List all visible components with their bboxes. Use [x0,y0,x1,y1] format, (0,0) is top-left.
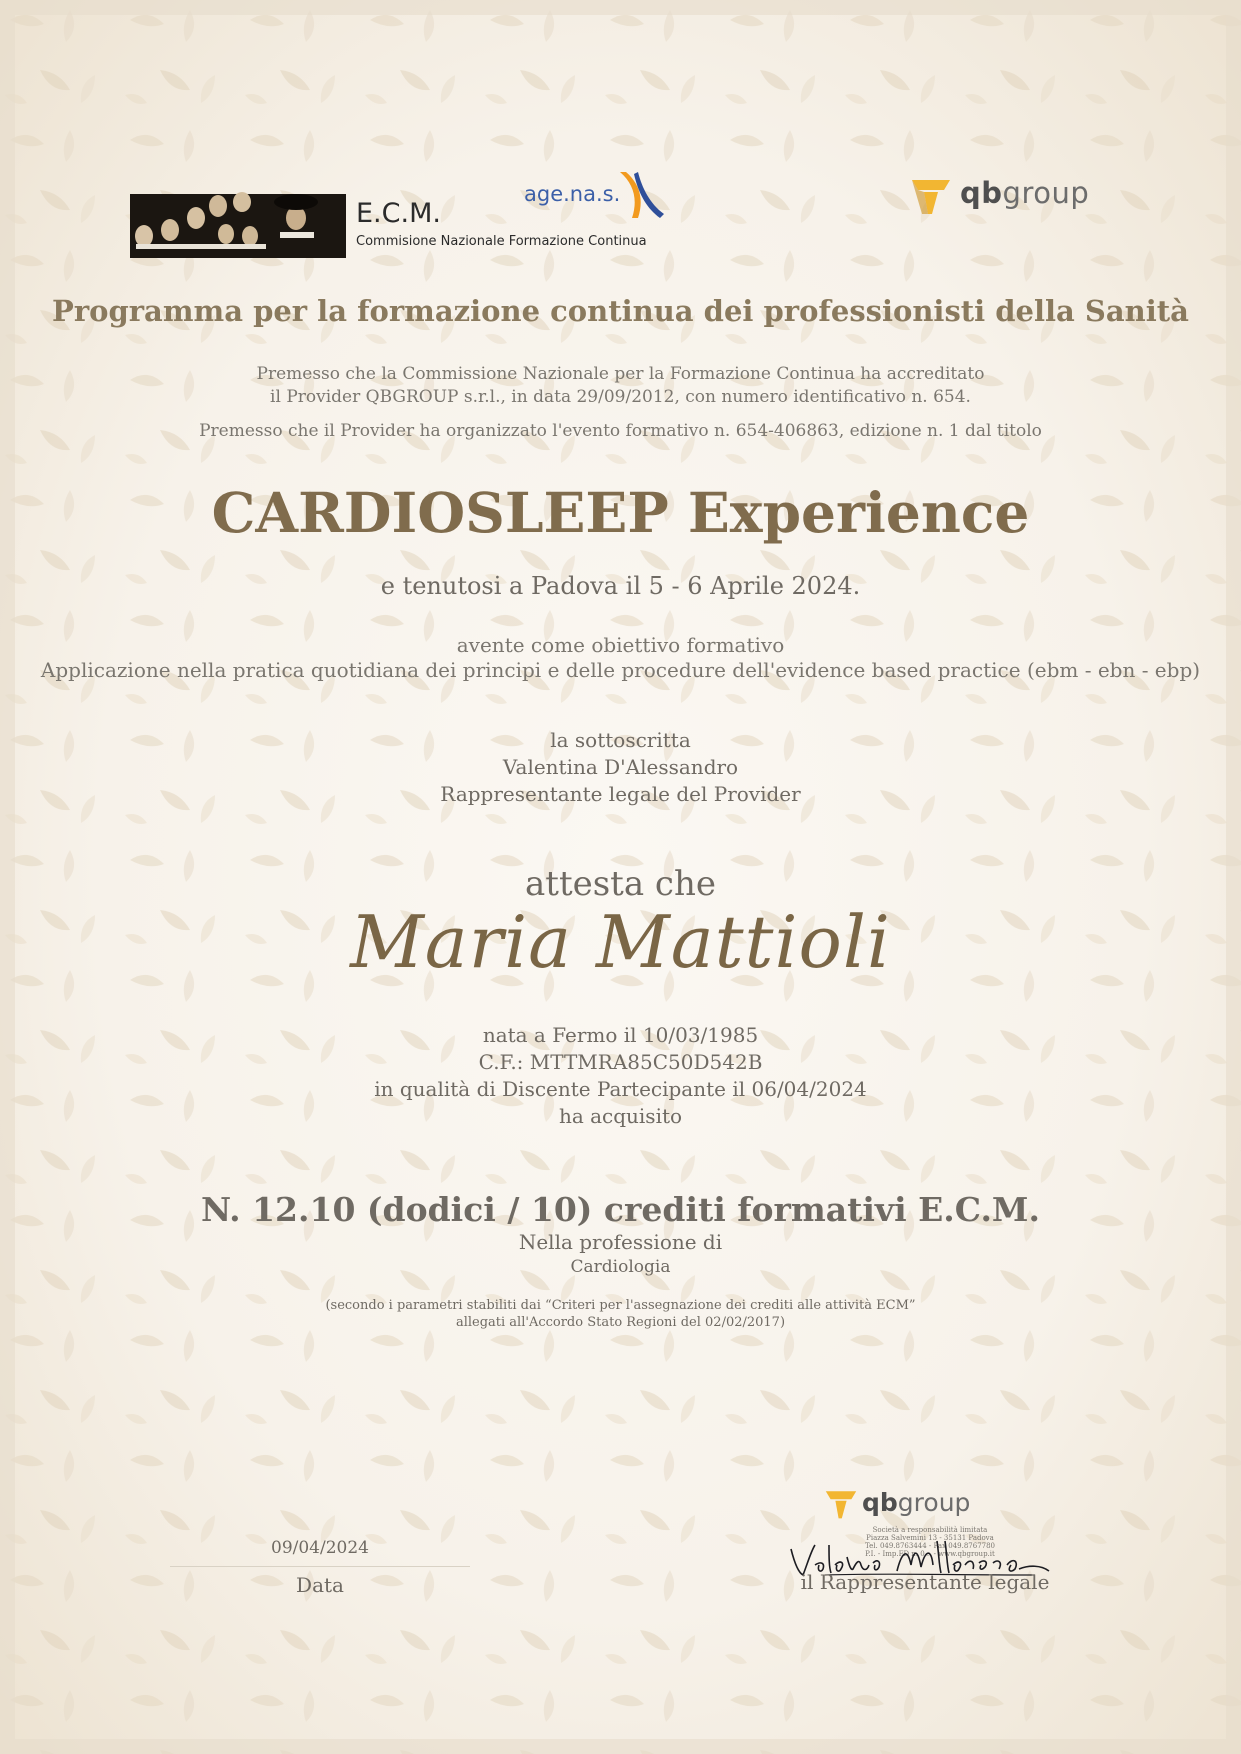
premise-event: Premesso che il Provider ha organizzato l'evento formativo n. 654-406863, edizione n. 1 dal titolo [199,421,1042,441]
date-label: Data [296,1573,344,1597]
date-block [170,1538,470,1597]
signatory-block: la sottoscritta Valentina D'Alessandro Rappresentante legale del Provider [440,728,801,806]
event-place-date: e tenutosi a Padova il 5 - 6 Aprile 2024. [380,572,861,600]
agenas-logo [524,170,674,230]
agenas-wordmark: age.na.s. [524,182,621,206]
date-divider [170,1566,470,1567]
ecm-title: E.C.M. [356,198,441,229]
ecm-painting-image [130,178,346,258]
legal-representative-label: il Rappresentante legale [800,1570,1050,1594]
qbgroup-logo [910,176,1130,220]
training-objective: avente come obiettivo formativo Applicazione nella pratica quotidiana dei principi e delle procedure dell'evidence based practice (ebm - ebn - ebp) [40,633,1201,682]
participant-name: Maria Mattioli [350,900,891,984]
premise-accreditation: Premesso che la Commissione Nazionale per la Formazione Continua ha accreditato il Provider QBGROUP s.r.l., in data 29/09/2012, con numero identificativo n. 654. [256,364,985,407]
attests-heading: attesta che [525,864,716,904]
event-title: CARDIOSLEEP Experience [211,480,1030,545]
stamp-qbgroup-mark-icon [824,1488,858,1520]
qbgroup-mark-icon [910,176,952,216]
stamp-wordmark: qbgroup [862,1488,971,1517]
qbgroup-wordmark: qbgroup [960,176,1090,210]
profession-block: Nella professione di Cardiologia [518,1230,723,1277]
participant-details: nata a Fermo il 10/03/1985 C.F.: MTTMRA85C50D542B in qualità di Discente Partecipante il 06/04/2024 ha acquisito [374,1023,867,1128]
ecm-subtitle: Commisione Nazionale Formazione Continua [356,234,647,249]
credits-awarded: N. 12.10 (dodici / 10) crediti formativi E.C.M. [201,1190,1040,1229]
criteria-note: (secondo i parametri stabiliti dai “Criteri per l'assegnazione dei crediti alle attività ECM” allegati all'Accordo Stato Regioni del 02/02/2017) [325,1298,916,1330]
issue-date: 09/04/2024 [271,1538,369,1558]
program-heading: Programma per la formazione continua dei professionisti della Sanità [52,294,1189,328]
stamp-details: Società a responsabilità limitata Piazza Salvemini 13 - 35131 Padova Tel. 049.8763444 - Fax 049.8767780 P.I. - Imp.FD n. 0... - www.qbgroup.it [864,1526,996,1558]
agenas-x-icon [616,170,666,220]
